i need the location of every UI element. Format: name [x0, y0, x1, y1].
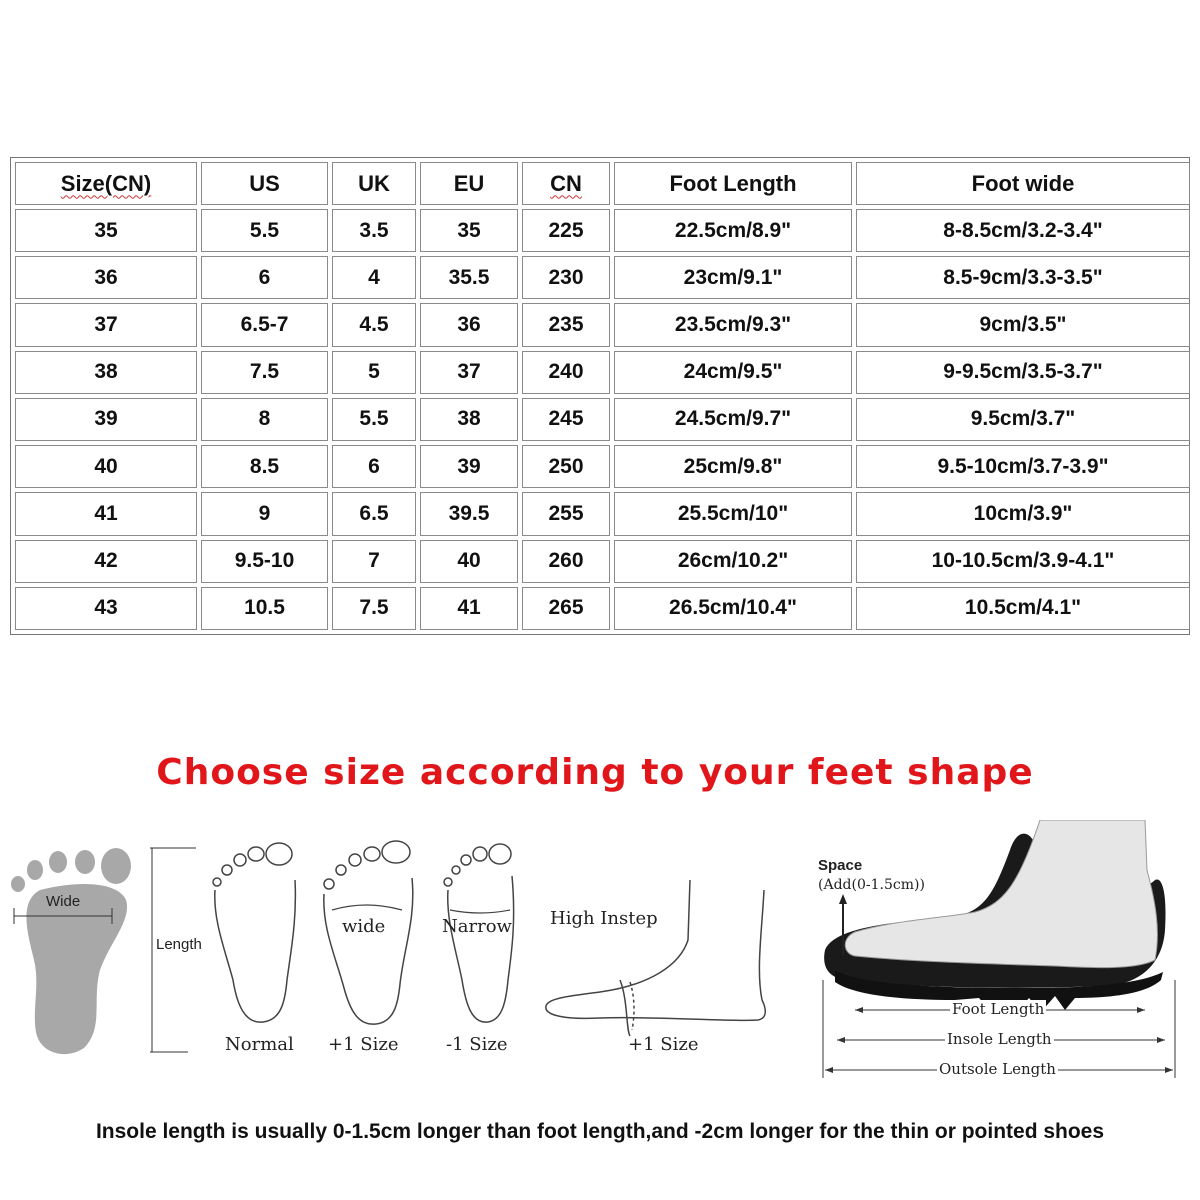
table-cell: 260	[522, 540, 610, 583]
table-cell: 26.5cm/10.4"	[614, 587, 852, 630]
table-cell: 240	[522, 351, 610, 394]
table-cell: 38	[420, 398, 518, 441]
table-cell: 7.5	[201, 351, 328, 394]
table-cell: 35	[15, 209, 197, 252]
table-cell: 40	[420, 540, 518, 583]
table-row	[15, 351, 1190, 394]
table-cell: 3.5	[332, 209, 416, 252]
table-cell: 41	[15, 492, 197, 535]
table-cell: 9cm/3.5"	[856, 303, 1190, 346]
narrow-inner-label: Narrow	[442, 916, 512, 937]
table-cell: 9.5cm/3.7"	[856, 398, 1190, 441]
table-cell: 10-10.5cm/3.9-4.1"	[856, 540, 1190, 583]
table-cell: 9	[201, 492, 328, 535]
normal-foot-icon	[205, 840, 305, 1030]
table-cell: 6	[332, 445, 416, 488]
table-cell: 7	[332, 540, 416, 583]
table-cell: 10.5cm/4.1"	[856, 587, 1190, 630]
table-cell: 6.5-7	[201, 303, 328, 346]
outsole-length-label: Outsole Length	[939, 1060, 1056, 1078]
table-cell: 8-8.5cm/3.2-3.4"	[856, 209, 1190, 252]
header-cn: CN	[522, 162, 610, 205]
table-cell: 24cm/9.5"	[614, 351, 852, 394]
table-row	[15, 303, 1190, 346]
table-row	[15, 445, 1190, 488]
insole-length-label: Insole Length	[947, 1030, 1052, 1048]
narrow-caption: -1 Size	[446, 1034, 508, 1055]
table-cell: 5	[332, 351, 416, 394]
table-cell: 25.5cm/10"	[614, 492, 852, 535]
size-chart-table	[10, 157, 1190, 635]
table-cell: 9-9.5cm/3.5-3.7"	[856, 351, 1190, 394]
table-cell: 35.5	[420, 256, 518, 299]
table-cell: 6.5	[332, 492, 416, 535]
table-cell: 23.5cm/9.3"	[614, 303, 852, 346]
table-cell: 9.5-10	[201, 540, 328, 583]
table-cell: 10.5	[201, 587, 328, 630]
high-instep-label: High Instep	[550, 908, 658, 929]
table-cell: 26cm/10.2"	[614, 540, 852, 583]
table-cell: 36	[420, 303, 518, 346]
foot-length-label: Foot Length	[952, 1000, 1045, 1018]
table-cell: 7.5	[332, 587, 416, 630]
wide-caption: +1 Size	[328, 1034, 399, 1055]
table-cell: 42	[15, 540, 197, 583]
table-cell: 43	[15, 587, 197, 630]
table-cell: 265	[522, 587, 610, 630]
header-size-cn: Size(CN)	[15, 162, 197, 205]
table-cell: 255	[522, 492, 610, 535]
table-cell: 39	[15, 398, 197, 441]
high-instep-foot-icon	[540, 870, 780, 1040]
table-cell: 39.5	[420, 492, 518, 535]
table-row	[15, 209, 1190, 252]
table-cell: 245	[522, 398, 610, 441]
table-cell: 35	[420, 209, 518, 252]
wide-inner-label: wide	[342, 916, 386, 937]
table-row	[15, 492, 1190, 535]
foot-shape-illustrations	[0, 820, 1200, 1090]
table-row	[15, 540, 1190, 583]
choose-size-heading: Choose size according to your feet shape	[156, 752, 1034, 793]
table-cell: 4	[332, 256, 416, 299]
shoe-space-label: Space	[818, 857, 863, 874]
table-cell: 6	[201, 256, 328, 299]
table-cell: 225	[522, 209, 610, 252]
table-cell: 235	[522, 303, 610, 346]
table-cell: 9.5-10cm/3.7-3.9"	[856, 445, 1190, 488]
table-cell: 5.5	[332, 398, 416, 441]
table-cell: 41	[420, 587, 518, 630]
high-instep-caption: +1 Size	[628, 1034, 699, 1055]
table-row	[15, 587, 1190, 630]
table-cell: 36	[15, 256, 197, 299]
table-cell: 8.5	[201, 445, 328, 488]
table-cell: 39	[420, 445, 518, 488]
header-uk: UK	[332, 162, 416, 205]
normal-caption: Normal	[225, 1034, 294, 1055]
table-cell: 230	[522, 256, 610, 299]
table-header-row	[15, 162, 1190, 205]
header-foot-length: Foot Length	[614, 162, 852, 205]
table-cell: 4.5	[332, 303, 416, 346]
footprint-length-label: Length	[156, 936, 202, 953]
table-cell: 8.5-9cm/3.3-3.5"	[856, 256, 1190, 299]
table-cell: 40	[15, 445, 197, 488]
footprint-wide-label: Wide	[46, 893, 81, 910]
table-cell: 23cm/9.1"	[614, 256, 852, 299]
table-cell: 10cm/3.9"	[856, 492, 1190, 535]
table-cell: 24.5cm/9.7"	[614, 398, 852, 441]
table-cell: 25cm/9.8"	[614, 445, 852, 488]
table-cell: 37	[15, 303, 197, 346]
insole-length-note: Insole length is usually 0-1.5cm longer than foot length,and -2cm longer for the thin or pointed shoes	[95, 1120, 1105, 1143]
shoe-cross-section-icon	[815, 820, 1195, 1090]
table-cell: 22.5cm/8.9"	[614, 209, 852, 252]
table-cell: 250	[522, 445, 610, 488]
table-cell: 37	[420, 351, 518, 394]
header-foot-wide: Foot wide	[856, 162, 1190, 205]
header-eu: EU	[420, 162, 518, 205]
table-row	[15, 398, 1190, 441]
table-cell: 8	[201, 398, 328, 441]
shoe-space-sub-label: (Add(0-1.5cm))	[818, 877, 925, 893]
table-row	[15, 256, 1190, 299]
header-us: US	[201, 162, 328, 205]
table-cell: 38	[15, 351, 197, 394]
table-cell: 5.5	[201, 209, 328, 252]
